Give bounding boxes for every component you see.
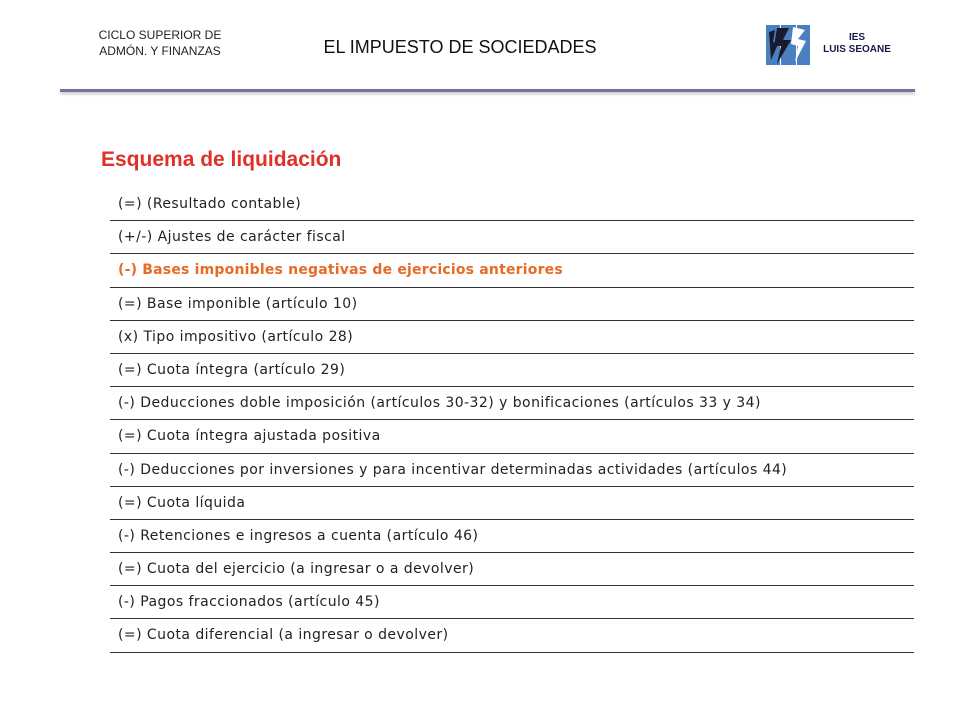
liquidation-step: (=) Base imponible (artículo 10) bbox=[110, 288, 914, 321]
document-title: EL IMPUESTO DE SOCIEDADES bbox=[323, 37, 597, 57]
liquidation-step: (=) Cuota del ejercicio (a ingresar o a devolver) bbox=[110, 553, 914, 586]
liquidation-step: (=) (Resultado contable) bbox=[110, 188, 914, 221]
liquidation-step: (-) Pagos fraccionados (artículo 45) bbox=[110, 586, 914, 619]
logo-text-line-2: LUIS SEOANE bbox=[823, 44, 891, 55]
liquidation-step: (-) Deducciones doble imposición (artículos 30-32) y bonificaciones (artículos 33 y 34) bbox=[110, 387, 914, 420]
course-name bbox=[60, 27, 260, 59]
school-logo bbox=[765, 22, 897, 68]
course-name-line-2: ADMÓN. Y FINANZAS bbox=[99, 44, 221, 58]
logo-text-line-1: IES bbox=[848, 32, 866, 43]
liquidation-step: (-) Bases imponibles negativas de ejercicios anteriores bbox=[110, 254, 914, 287]
liquidation-step: (=) Cuota líquida bbox=[110, 487, 914, 520]
liquidation-step: (-) Deducciones por inversiones y para incentivar determinadas actividades (artículos 44) bbox=[110, 454, 914, 487]
liquidation-steps-list bbox=[110, 188, 914, 653]
logo-text bbox=[813, 32, 901, 56]
course-name-line-1: CICLO SUPERIOR DE bbox=[98, 28, 222, 42]
liquidation-step: (+/-) Ajustes de carácter fiscal bbox=[110, 221, 914, 254]
liquidation-step: (x) Tipo impositivo (artículo 28) bbox=[110, 321, 914, 354]
ies-luis-seoane-logo-icon bbox=[765, 22, 811, 68]
liquidation-step: (-) Retenciones e ingresos a cuenta (artículo 46) bbox=[110, 520, 914, 553]
liquidation-step: (=) Cuota íntegra (artículo 29) bbox=[110, 354, 914, 387]
header-divider bbox=[60, 89, 915, 92]
liquidation-step: (=) Cuota íntegra ajustada positiva bbox=[110, 420, 914, 453]
section-title: Esquema de liquidación bbox=[101, 148, 342, 171]
liquidation-step: (=) Cuota diferencial (a ingresar o devolver) bbox=[110, 619, 914, 652]
